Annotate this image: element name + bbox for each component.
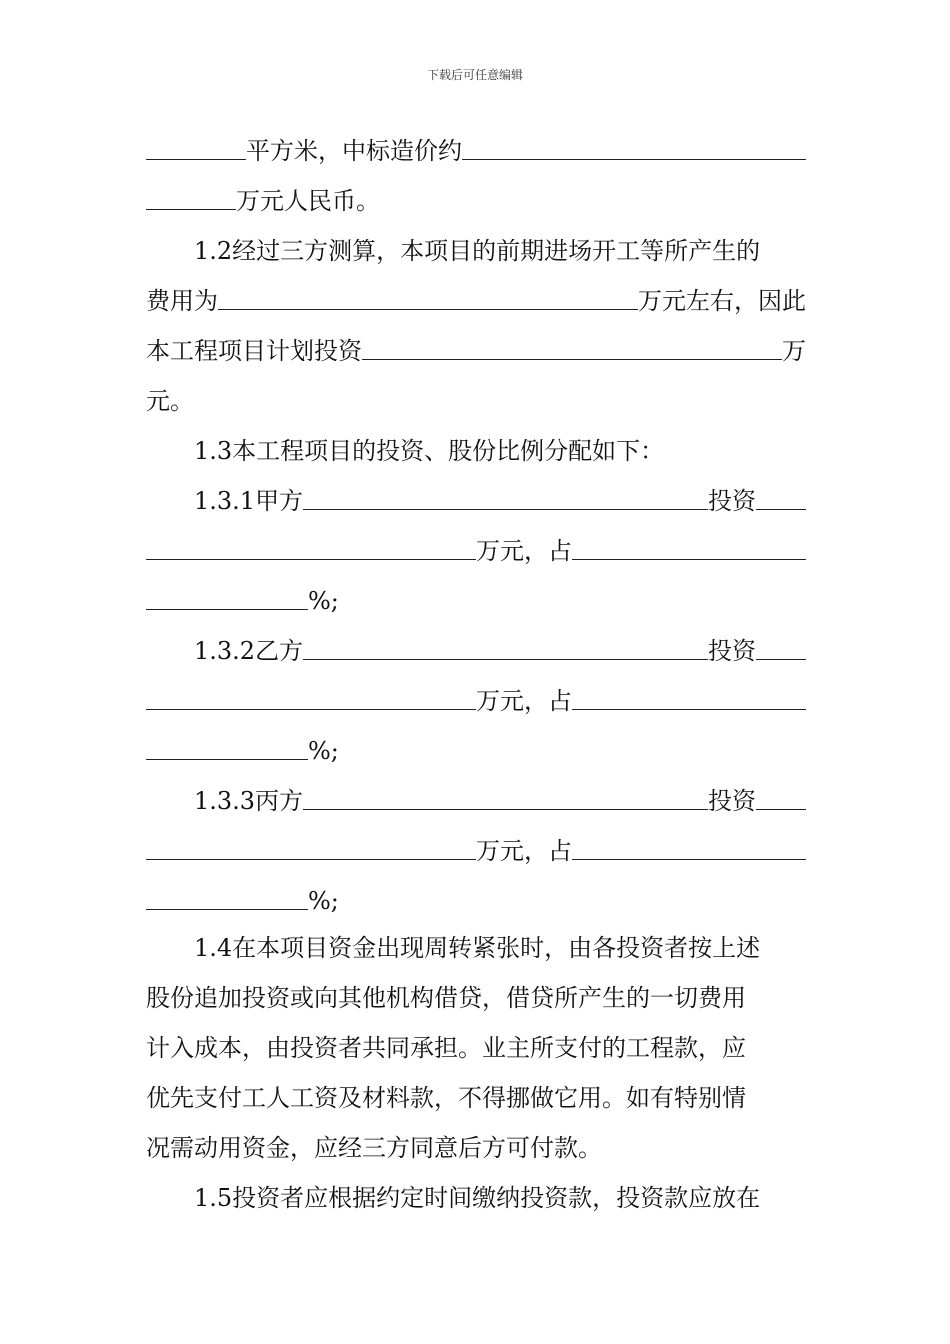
- text-span: 投资: [708, 787, 756, 815]
- text-span: 股份追加投资或向其他机构借贷，借贷所产生的一切费用: [146, 984, 746, 1012]
- text-line: [194, 624, 806, 674]
- text-span: %;: [308, 587, 339, 615]
- fill-blank[interactable]: [218, 279, 638, 310]
- text-line: [146, 824, 806, 874]
- text-line: [146, 274, 806, 324]
- text-line: [194, 424, 806, 474]
- text-span: 1.3.3丙方: [194, 787, 304, 815]
- text-span: 投资: [708, 637, 756, 665]
- fill-blank[interactable]: [146, 679, 476, 710]
- text-line: [146, 574, 806, 624]
- fill-blank[interactable]: [303, 629, 708, 660]
- fill-blank[interactable]: [572, 679, 806, 710]
- text-span: 万元左右，因此: [638, 287, 806, 315]
- text-line: [146, 524, 806, 574]
- text-line: [194, 921, 806, 971]
- fill-blank[interactable]: [756, 629, 806, 660]
- text-line: [146, 1071, 806, 1121]
- text-span: 本工程项目计划投资: [146, 337, 362, 365]
- fill-blank[interactable]: [303, 479, 708, 510]
- fill-blank[interactable]: [146, 579, 308, 610]
- fill-blank[interactable]: [146, 129, 246, 160]
- text-span: %;: [308, 737, 339, 765]
- text-span: %;: [308, 887, 339, 915]
- fill-blank[interactable]: [572, 529, 806, 560]
- text-span: 1.5投资者应根据约定时间缴纳投资款，投资款应放在: [194, 1184, 761, 1212]
- text-line: [194, 774, 806, 824]
- page-header: 下载后可任意编辑: [426, 68, 523, 82]
- text-span: 费用为: [146, 287, 218, 315]
- fill-blank[interactable]: [756, 479, 806, 510]
- text-span: 万: [782, 337, 806, 365]
- fill-blank[interactable]: [146, 179, 236, 210]
- text-span: 平方米，中标造价约: [246, 137, 462, 165]
- text-span: 投资: [708, 487, 756, 515]
- text-span: 万元，占: [476, 687, 572, 715]
- text-span: 万元，占: [476, 837, 572, 865]
- text-span: 元。: [146, 387, 194, 415]
- text-line: [194, 474, 806, 524]
- text-line: [146, 374, 806, 424]
- text-line: [146, 324, 806, 374]
- fill-blank[interactable]: [146, 729, 308, 760]
- text-line: [194, 1171, 806, 1221]
- text-line: [194, 224, 806, 274]
- fill-blank[interactable]: [572, 829, 806, 860]
- text-span: 万元，占: [476, 537, 572, 565]
- fill-blank[interactable]: [462, 129, 806, 160]
- fill-blank[interactable]: [303, 779, 708, 810]
- fill-blank[interactable]: [146, 879, 308, 910]
- text-line: [146, 724, 806, 774]
- fill-blank[interactable]: [146, 529, 476, 560]
- fill-blank[interactable]: [146, 829, 476, 860]
- text-line: [146, 124, 806, 174]
- text-span: 1.2经过三方测算，本项目的前期进场开工等所产生的: [194, 237, 761, 265]
- text-line: [146, 674, 806, 724]
- fill-blank[interactable]: [362, 329, 782, 360]
- text-span: 1.3本工程项目的投资、股份比例分配如下：: [194, 437, 665, 465]
- text-span: 万元人民币。: [236, 187, 380, 215]
- text-span: 1.4在本项目资金出现周转紧张时，由各投资者按上述: [194, 934, 761, 962]
- fill-blank[interactable]: [756, 779, 806, 810]
- text-span: 1.3.1甲方: [194, 487, 304, 515]
- text-line: [146, 874, 806, 924]
- text-line: [146, 1021, 806, 1071]
- text-line: [146, 1121, 806, 1171]
- text-span: 优先支付工人工资及材料款，不得挪做它用。如有特别情: [146, 1084, 746, 1112]
- text-span: 1.3.2乙方: [194, 637, 304, 665]
- text-span: 况需动用资金，应经三方同意后方可付款。: [146, 1134, 602, 1162]
- text-line: [146, 174, 806, 224]
- text-line: [146, 971, 806, 1021]
- text-span: 计入成本，由投资者共同承担。业主所支付的工程款，应: [146, 1034, 746, 1062]
